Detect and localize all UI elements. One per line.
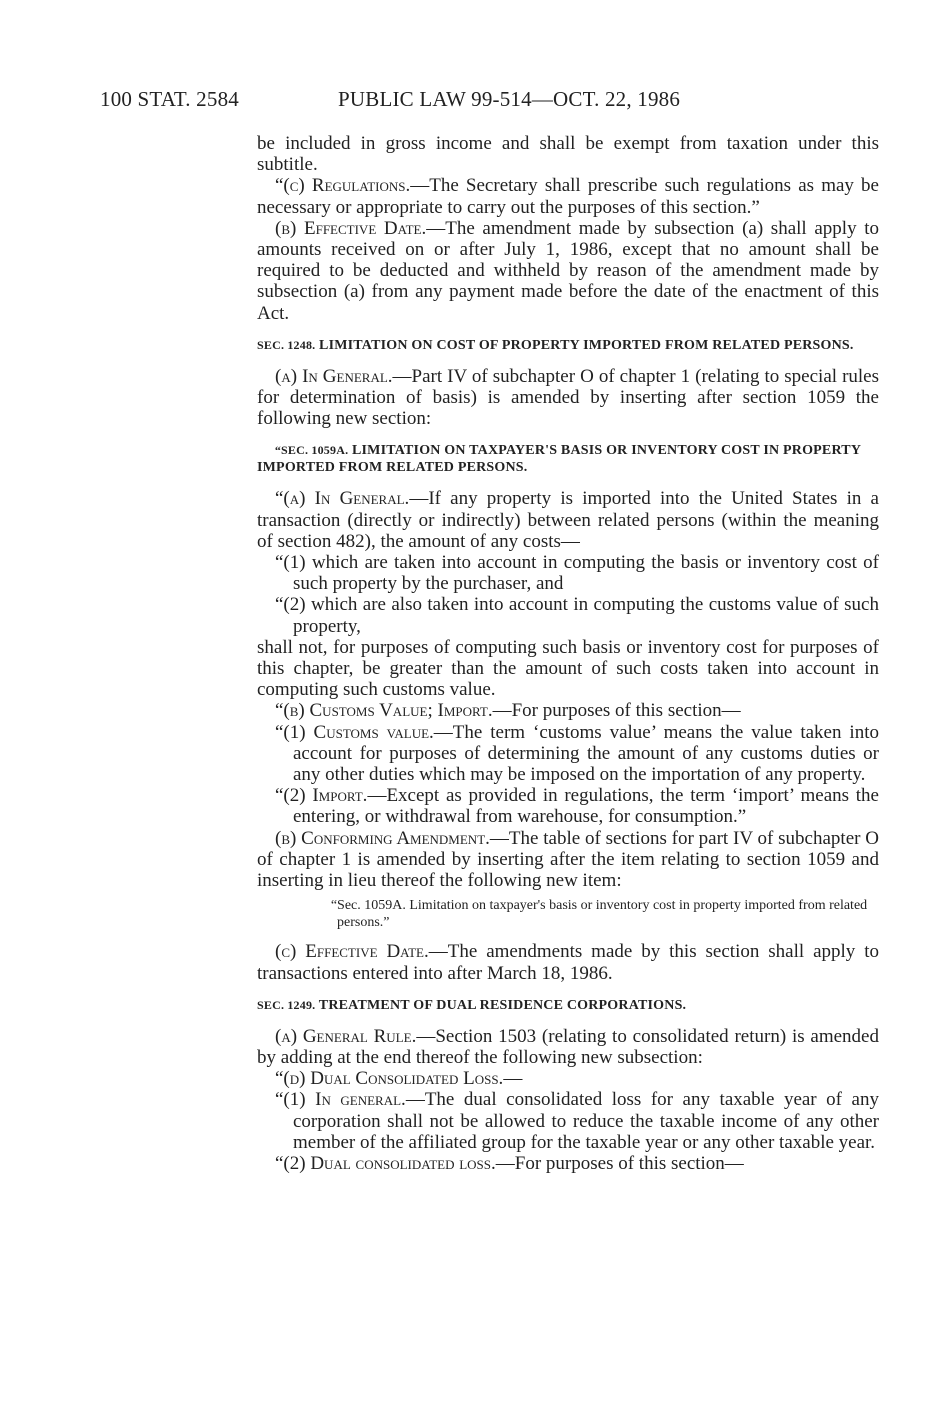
subsection-heading: (c) Effective Date. — [275, 941, 429, 963]
paragraph-text: —If any property is imported into the United States in a transaction (directly or indirectly) between related persons (within the meaning of section 482), the amount of any costs— — [257, 488, 879, 552]
paragraph-text: shall not, for purposes of computing such basis or inventory cost for purposes of this chapter, be greater than the amount of such costs taken into account in computing such customs value. — [257, 636, 879, 701]
section-heading-1059a — [257, 442, 879, 476]
subsection-heading: (a) In General. — [275, 365, 393, 387]
paragraph-in-general — [257, 366, 879, 430]
paragraph-text: —Part IV of subchapter O of chapter 1 (relating to special rules for determination of basis) is amended by inserting after section 1059 the following new section: — [257, 365, 879, 430]
section-number: “SEC. 1059A. — [274, 443, 349, 458]
subsection-heading: “(2) Import. — [275, 785, 368, 807]
section-title: LIMITATION ON COST OF PROPERTY IMPORTED FROM RELATED PERSONS. — [319, 337, 854, 353]
paragraph-import — [257, 785, 879, 827]
paragraph-text: —The term ‘customs value’ means the value taken into account for purposes of determining the amount of any customs duties or any other duties which may be imposed on the importation of any property. — [293, 721, 879, 786]
paragraph-in-general-d1 — [257, 1089, 879, 1153]
paragraph-general-rule — [257, 1026, 879, 1068]
subsection-heading: “(b) Customs Value; Import. — [275, 700, 493, 722]
subsection-heading: “(1) In general. — [275, 1089, 406, 1111]
paragraph-regulations — [257, 175, 879, 217]
paragraph-text: “(1) which are taken into account in computing the basis or inventory cost of such property by the purchaser, and — [275, 552, 879, 595]
paragraph-text: —The table of sections for part IV of subchapter O of chapter 1 is amended by inserting after the item relating to section 1059 and inserting in lieu thereof the following new item: — [257, 827, 879, 892]
paragraph-continuation — [257, 637, 879, 701]
stat-citation: 100 STAT. 2584 — [100, 87, 239, 111]
paragraph-in-general-1059a — [257, 488, 879, 552]
subsection-heading: (b) Effective Date. — [275, 217, 427, 239]
paragraph-text: —The dual consolidated loss for any taxable year of any corporation shall not be allowed to reduce the taxable income of any other member of the affiliated group for the taxable year or any other taxable year. — [293, 1089, 879, 1153]
paragraph-text: be included in gross income and shall be exempt from taxation under this subtitle. — [257, 133, 879, 176]
public-law-title: PUBLIC LAW 99-514—OCT. 22, 1986 — [338, 87, 681, 111]
paragraph-conforming-amendment — [257, 828, 879, 892]
section-number: SEC. 1249. — [257, 997, 316, 1012]
page-header — [100, 87, 880, 117]
section-title: TREATMENT OF DUAL RESIDENCE CORPORATIONS. — [318, 997, 687, 1013]
paragraph-text: —The Secretary shall prescribe such regulations as may be necessary or appropriate to carry out the purposes of this section.” — [257, 175, 879, 218]
paragraph-effective-date-2 — [257, 941, 879, 983]
paragraph-dual-consolidated-loss — [257, 1068, 879, 1089]
paragraph-text: “(2) which are also taken into account in computing the customs value of such property, — [275, 594, 879, 637]
paragraph-text: —Section 1503 (relating to consolidated return) is amended by adding at the end thereof the following new subsection: — [257, 1025, 879, 1068]
document-body — [257, 133, 879, 1174]
section-title: LIMITATION ON TAXPAYER'S BASIS OR INVENTORY COST IN PROPERTY IMPORTED FROM RELATED PERSONS. — [257, 443, 862, 476]
paragraph-dual-consolidated-loss-d2 — [257, 1153, 879, 1174]
subsection-heading: “(c) Regulations. — [275, 175, 411, 197]
paragraph — [257, 133, 879, 175]
paragraph-text: —The amendments made by this section shall apply to transactions entered into after March 18, 1986. — [257, 941, 879, 984]
paragraph-customs-value-import — [257, 700, 879, 721]
subsection-heading: “(1) Customs value. — [275, 721, 434, 743]
subsection-heading: “(a) In General. — [275, 488, 410, 510]
paragraph-text: —The amendment made by subsection (a) shall apply to amounts received on or after July 1, 1986, except that no amount shall be required to be deducted and withheld by reason of the amendment made by subsection (a) from any payment made before the date of the enactment of this Act. — [257, 217, 880, 324]
subsection-heading: “(d) Dual Consolidated Loss. — [275, 1068, 504, 1090]
subsection-heading: “(2) Dual consolidated loss. — [275, 1152, 496, 1174]
paragraph-customs-value — [257, 722, 879, 786]
paragraph-item-2 — [257, 594, 879, 636]
paragraph-item-1 — [257, 552, 879, 594]
paragraph-text: —Except as provided in regulations, the term ‘import’ means the entering, or withdrawal from warehouse, for consumption.” — [293, 785, 879, 828]
section-number: SEC. 1248. — [257, 337, 316, 352]
table-of-sections-item: “Sec. 1059A. Limitation on taxpayer's basis or inventory cost in property imported from related persons.” — [330, 898, 868, 931]
subsection-heading: (b) Conforming Amendment. — [275, 827, 490, 849]
paragraph-text: —For purposes of this section— — [495, 1152, 744, 1174]
section-heading-1249 — [257, 997, 879, 1014]
paragraph-effective-date — [257, 218, 879, 324]
paragraph-text: —For purposes of this section— — [492, 700, 741, 722]
paragraph-text: — — [503, 1068, 523, 1090]
section-heading-1248 — [257, 337, 879, 354]
subsection-heading: (a) General Rule. — [275, 1025, 417, 1047]
